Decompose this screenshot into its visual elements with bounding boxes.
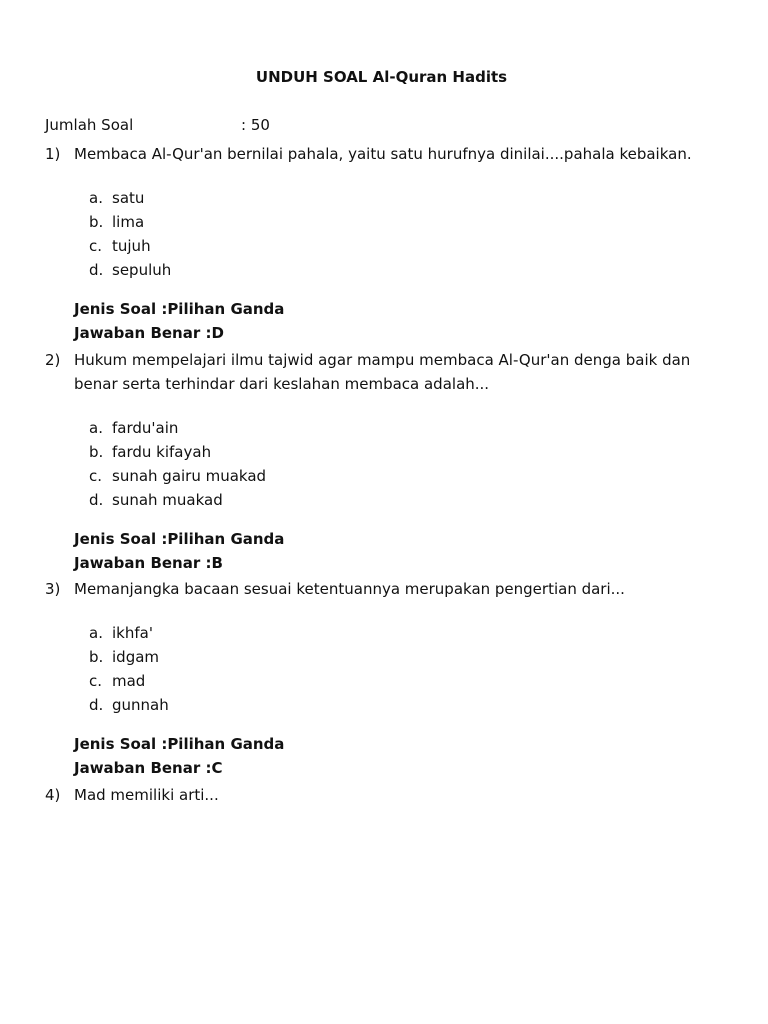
option-letter: b. [89,213,104,231]
option-letter: c. [89,672,103,690]
question-count [45,116,270,134]
question-number: 4) [45,786,61,804]
question-meta [74,297,725,345]
question-meta [74,732,725,780]
question-text: Mad memiliki arti... [74,786,219,804]
option-text: fardu'ain [112,419,179,437]
option-letter: a. [89,624,103,642]
question-number: 2) [45,351,61,369]
option-c [89,464,725,488]
option-text: sunah gairu muakad [112,467,267,485]
correct-answer: Jawaban Benar :C [74,759,223,777]
option-text: gunnah [112,696,169,714]
option-b [89,440,725,464]
question-stem [45,348,725,396]
question-1 [45,142,725,345]
option-d [89,693,725,717]
option-list [89,186,725,282]
option-c [89,669,725,693]
option-c [89,234,725,258]
option-letter: d. [89,261,104,279]
option-text: mad [112,672,146,690]
option-b [89,645,725,669]
question-stem [45,142,725,166]
question-stem [45,577,725,601]
option-text: idgam [112,648,160,666]
question-count-value: : 50 [241,116,270,134]
option-letter: d. [89,696,104,714]
question-type: Jenis Soal :Pilihan Ganda [74,735,285,753]
option-a [89,186,725,210]
option-text: ikhfa' [112,624,153,642]
question-count-label: Jumlah Soal [45,116,134,134]
option-letter: b. [89,648,104,666]
document-title: UNDUH SOAL Al-Quran Hadits [255,68,508,86]
correct-answer: Jawaban Benar :B [74,554,223,572]
question-meta [74,527,725,575]
option-text: fardu kifayah [112,443,212,461]
question-text: Memanjangka bacaan sesuai ketentuannya merupakan pengertian dari... [74,580,625,598]
option-text: sunah muakad [112,491,223,509]
option-d [89,488,725,512]
correct-answer: Jawaban Benar :D [74,324,224,342]
option-letter: c. [89,467,103,485]
question-type: Jenis Soal :Pilihan Ganda [74,530,285,548]
option-letter: a. [89,419,103,437]
question-text: Membaca Al-Qur'an bernilai pahala, yaitu satu hurufnya dinilai....pahala kebaikan. [74,145,692,163]
question-4 [45,783,725,807]
option-letter: b. [89,443,104,461]
question-number: 1) [45,145,61,163]
option-list [89,416,725,512]
option-text: lima [112,213,145,231]
option-letter: c. [89,237,103,255]
question-stem [45,783,725,807]
option-d [89,258,725,282]
option-a [89,416,725,440]
question-type: Jenis Soal :Pilihan Ganda [74,300,285,318]
option-text: sepuluh [112,261,172,279]
option-list [89,621,725,717]
option-text: tujuh [112,237,151,255]
option-b [89,210,725,234]
question-text: Hukum mempelajari ilmu tajwid agar mampu membaca Al-Qur'an denga baik dan benar serta terhindar dari keslahan membaca adalah... [74,351,691,393]
option-letter: a. [89,189,103,207]
option-letter: d. [89,491,104,509]
question-3 [45,577,725,780]
question-number: 3) [45,580,61,598]
option-a [89,621,725,645]
question-2 [45,348,725,575]
option-text: satu [112,189,145,207]
